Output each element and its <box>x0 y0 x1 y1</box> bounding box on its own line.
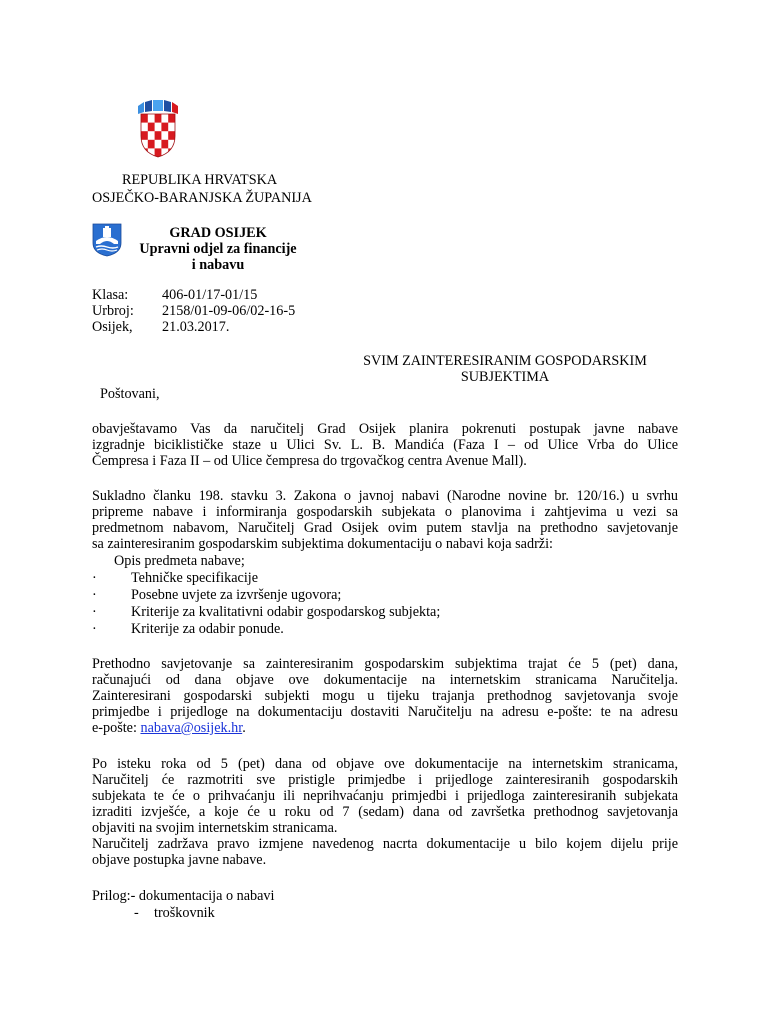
paragraph-line: izraditi izvješće, a koje će u roku od 7 (sedam) dana od završetka prethodnog savjetovanja <box>92 804 678 820</box>
department-name-continued: i nabavu <box>191 257 245 273</box>
list-item: Tehničke specifikacije <box>131 570 259 586</box>
bullet: · <box>92 587 97 603</box>
paragraph-line: objave postupka javne nabave. <box>92 852 267 868</box>
recipient-line: SUBJEKTIMA <box>460 369 550 385</box>
paragraph-line: Sukladno članku 198. stavku 3. Zakona o javnoj nabavi (Narodne novine br. 120/16.) u svrhu <box>92 488 678 504</box>
attachments-line: Prilog:- dokumentacija o nabavi <box>92 888 275 904</box>
department-name: Upravni odjel za financije <box>139 241 297 257</box>
email-suffix: . <box>242 720 246 736</box>
country-name: REPUBLIKA HRVATSKA <box>122 172 278 188</box>
paragraph-line: obavještavamo Vas da naručitelj Grad Osijek planira pokrenuti postupak javne nabave <box>92 421 678 437</box>
paragraph-line: računajući od dana objave ove dokumentacije na internetskim stranicama Naručitelja. <box>92 672 678 688</box>
paragraph-line: subjekata te će o prihvaćanju ili neprihvaćanju primjedbi i prijedloga zainteresiranih subjekata <box>92 788 678 804</box>
paragraph-line: objaviti na svojim internetskim stranicama. <box>92 820 338 836</box>
paragraph-line: Zainteresirani gospodarski subjekti mogu u tijeku trajanja prethodnog savjetovanja svoje <box>92 688 678 704</box>
klasa-value: 406-01/17-01/15 <box>162 287 258 303</box>
attachment-item: troškovnik <box>154 905 215 921</box>
email-link[interactable]: nabava@osijek.hr <box>140 720 243 736</box>
osijek-coat-of-arms-icon <box>92 223 122 257</box>
paragraph-line: pripreme nabave i informiranja gospodarskih subjekata o planovima i zahtjevima u vezi sa <box>92 504 678 520</box>
list-item: Kriterije za kvalitativni odabir gospodarskog subjekta; <box>131 604 441 620</box>
paragraph-line: Po isteku roka od 5 (pet) dana od objave ove dokumentacije na internetskim stranicama, <box>92 756 678 772</box>
klasa-label: Klasa: <box>92 287 129 303</box>
list-item: Opis predmeta nabave; <box>114 553 245 569</box>
urbroj-label: Urbroj: <box>92 303 134 319</box>
date-value: 21.03.2017. <box>162 319 230 335</box>
county-name: OSJEČKO-BARANJSKA ŽUPANIJA <box>92 190 312 206</box>
recipient-line: SVIM ZAINTERESIRANIM GOSPODARSKIM <box>363 353 647 369</box>
paragraph-line: izgradnje biciklističke staze u Ulici Sv. L. B. Mandića (Faza I – od Ulice Vrba do Ulice <box>92 437 678 453</box>
croatian-coat-of-arms-icon <box>136 100 180 158</box>
paragraph-line: predmetnom nabavom, Naručitelj Grad Osijek ovim putem stavlja na prethodno savjetovanje <box>92 520 678 536</box>
list-item: Kriterije za odabir ponude. <box>131 621 284 637</box>
bullet: · <box>92 570 97 586</box>
bullet: · <box>92 621 97 637</box>
place-label: Osijek, <box>92 319 133 335</box>
paragraph-line: Naručitelj zadržava pravo izmjene navedenog nacrta dokumentacije u bilo kojem dijelu prije <box>92 836 678 852</box>
paragraph-line: sa zainteresiranim gospodarskim subjektima dokumentaciju o nabavi koja sadrži: <box>92 536 553 552</box>
attachment-dash: - <box>134 905 139 921</box>
paragraph-line: Čempresa i Faza II – od Ulice čempresa do trgovačkog centra Avenue Mall). <box>92 453 527 469</box>
urbroj-value: 2158/01-09-06/02-16-5 <box>162 303 296 319</box>
bullet: · <box>92 604 97 620</box>
list-item: Posebne uvjete za izvršenje ugovora; <box>131 587 342 603</box>
city-name: GRAD OSIJEK <box>169 225 267 241</box>
email-prefix: e-pošte: <box>92 720 141 736</box>
paragraph-line: Prethodno savjetovanje sa zainteresiranim gospodarskim subjektima trajat će 5 (pet) dana, <box>92 656 678 672</box>
greeting: Poštovani, <box>100 386 160 402</box>
paragraph-line: Naručitelj će razmotriti sve pristigle primjedbe i prijedloge zainteresiranih gospodarskih <box>92 772 678 788</box>
paragraph-line <box>92 720 246 736</box>
paragraph-line: primjedbe i prijedloge na dokumentaciju dostaviti Naručitelju na adresu e-pošte: te na adresu <box>92 704 678 720</box>
